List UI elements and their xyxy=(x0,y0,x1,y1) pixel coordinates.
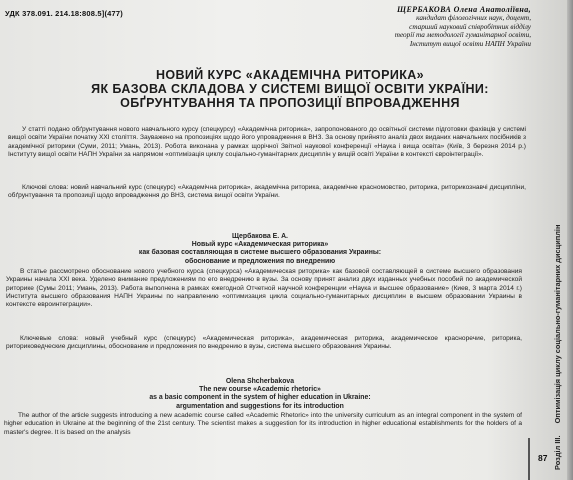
abstract-ru-heading xyxy=(30,233,490,266)
abstract-en-title-2: as a basic component in the system of higher education in Ukraine: xyxy=(149,394,371,402)
abstract-en-title-1: The new course «Academic rhetoric» xyxy=(199,386,321,394)
title-line-2: ЯК БАЗОВА СКЛАДОВА У СИСТЕМІ ВИЩОЇ ОСВІТИ УКРАЇНИ: xyxy=(91,82,489,96)
section-label: Розділ III. xyxy=(553,435,562,470)
abstract-ru-body: В статье рассмотрено обоснование нового учебного курса (спецкурса) «Академическая риторика» как базовой составляющей в системе высшего образования Украины начала XXI века. Уделено внимание предложениям по его внедрению в вузы. За основу принят анализ двух изданных учебных пособий по академической риторике (Сумы 2011; Умань, 2013). Работа выполнена в рамках ежегодной Отчетной научной конференции «Наука и высшее образование» (Киев, 3 марта 2014 г.) Института высшего образования НАПН Украины по направлению «оптимизация цикла социально-гуманитарных дисциплин в высшем образовании Украины в контексте евроинтеграции». xyxy=(6,268,522,309)
author-name: ЩЕРБАКОВА Олена Анатоліївна, xyxy=(397,5,531,14)
abstract-en-title-3: argumentation and suggestions for its introduction xyxy=(176,402,344,410)
author-position: старший науковий співробітник відділу xyxy=(409,22,531,31)
abstract-uk-keywords: Ключові слова: новий навчальний курс (спецкурс) «Академічна риторика», академічна риторика, академічне красномовство, риторика, риторикознавчі дисципліни, обґрунтування та пропозиції щодо впровадження до ВНЗ, система вищої освіти України. xyxy=(8,184,526,200)
abstract-ru-title-1: Новый курс «Академическая риторика» xyxy=(191,241,329,249)
abstract-ru-keywords: Ключевые слова: новый учебный курс (спецкурс) «Академическая риторика», академическая риторика, академическое красноречие, риторика, риториковедческие дисциплины, обоснование и предложения по внедрению в вузы, система высшего образования Украины. xyxy=(6,335,522,351)
title-line-3: ОБҐРУНТУВАННЯ ТА ПРОПОЗИЦІЇ ВПРОВАДЖЕННЯ xyxy=(120,96,460,110)
running-header-vertical xyxy=(553,0,562,470)
author-department: теорії та методології гуманітарної освіти, xyxy=(394,31,531,40)
section-title: Оптимізація циклу соціально-гуманітарних дисциплін xyxy=(553,224,562,424)
author-institution: Інститут вищої освіти НАПН України xyxy=(409,39,531,48)
abstract-uk-body: У статті подано обґрунтування нового навчального курсу (спецкурсу) «Академічна риторика», запропонованого до освітньої системи підготовки фахівців у системі вищої освіти України початку XXI століття. Зауважено на пропозиціях щодо його упровадження в ВНЗ. За основу прийнято аналіз двох виданих навчальних посібників з академічної риторики (Суми, 2011; Умань, 2013). Робота виконана у рамках щорічної Звітної наукової конференції «Наука і вища освіта» (Київ, 3 березня 2014 р.) Інституту вищої освіти НАПН України за напрямом «оптимізація циклу соціально-гуманітарних дисциплін у вищій освіті України в контексті євроінтеграції». xyxy=(8,126,526,158)
abstract-ru-title-2: как базовая составляющая в системе высшего образования Украины: xyxy=(138,249,382,257)
abstract-ru-title-3: обоснование и предложения по внедрению xyxy=(184,257,336,265)
page-edge-shadow xyxy=(567,0,573,480)
abstract-en-author: Olena Shcherbakova xyxy=(225,378,295,385)
article-title xyxy=(30,68,550,110)
author-degree: кандидат філологічних наук, доцент, xyxy=(416,14,531,23)
udk-code: УДК 378.091. 214.18:808.5](477) xyxy=(5,9,123,18)
author-info xyxy=(301,6,531,48)
page-number: 87 xyxy=(538,453,548,463)
abstract-en-heading xyxy=(40,378,480,411)
abstract-ru-author: Щербакова Е. А. xyxy=(232,233,288,240)
title-line-1: НОВИЙ КУРС «АКАДЕМІЧНА РИТОРИКА» xyxy=(155,68,425,82)
abstract-en-body: The author of the article suggests introducing a new academic course called «Academic Rhetoric» into the university curriculum as an integral component in the system of higher education in Ukraine at the beginning of the 21st century. The scientist makes a suggestion for its introduction in higher educational establishments for the holders of a master's degree. It is based on the analysis xyxy=(4,412,522,436)
page-rule xyxy=(528,438,530,480)
